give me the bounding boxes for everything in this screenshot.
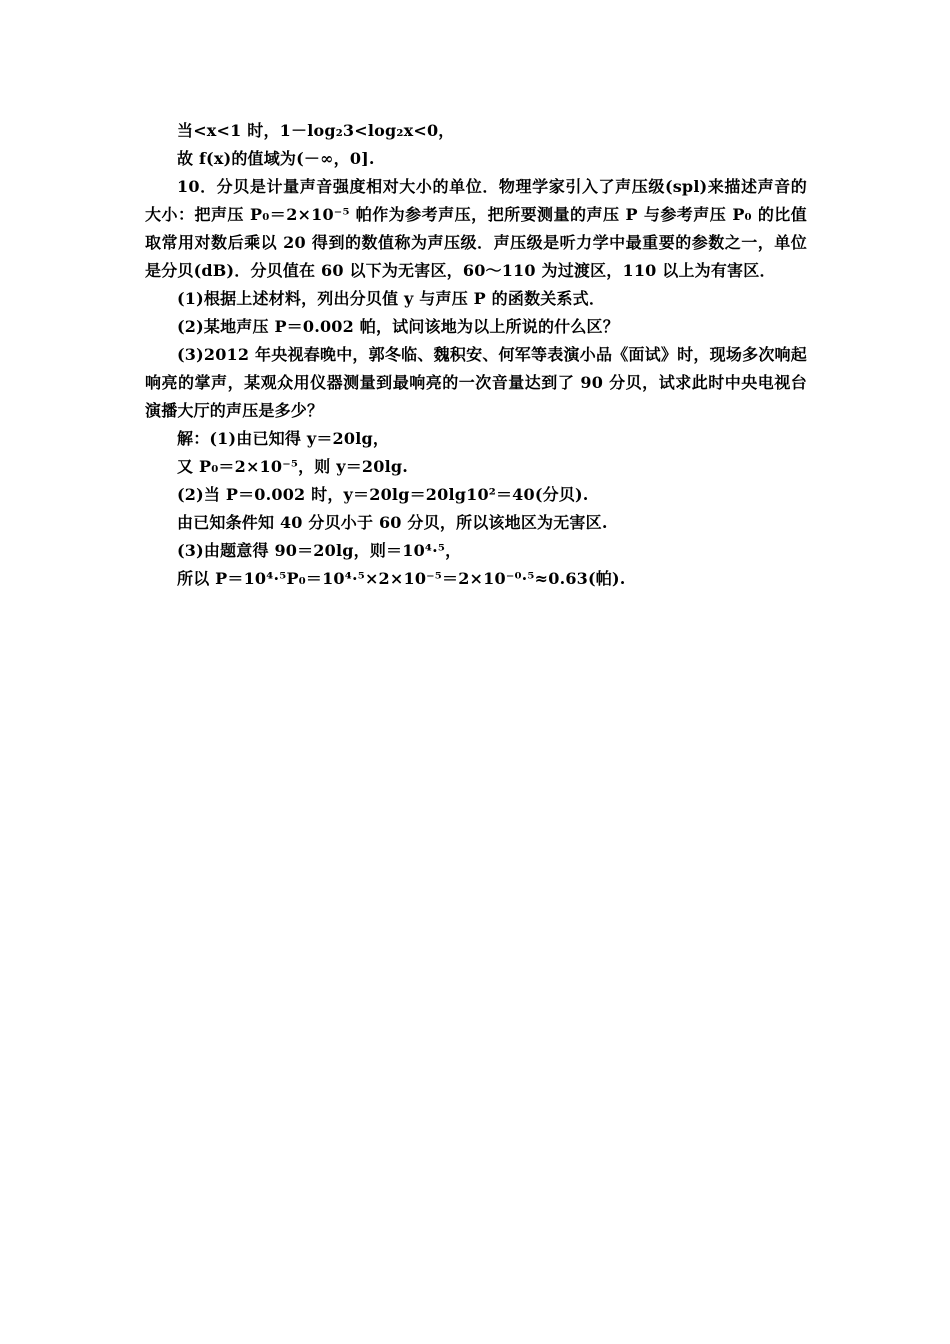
text-line-value-range: 故 f(x)的值域为(－∞，0].	[177, 149, 375, 168]
solution-line-4: 由已知条件知 40 分贝小于 60 分贝，所以该地区为无害区.	[177, 513, 608, 532]
solution-line-6: 所以 P＝10⁴·⁵P₀＝10⁴·⁵×2×10⁻⁵＝2×10⁻⁰·⁵≈0.63(帕).	[177, 569, 626, 588]
solution-line-2: 又 P₀＝2×10⁻⁵，则 y＝20lg.	[177, 457, 409, 476]
problem-10-part-2: (2)某地声压 P＝0.002 帕，试问该地为以上所说的什么区？	[177, 317, 619, 336]
document-body	[145, 117, 807, 593]
text-line-range: 当<x<1 时，1－log₂3<log₂x<0，	[177, 121, 455, 140]
problem-10-statement: 10．分贝是计量声音强度相对大小的单位．物理学家引入了声压级(spl)来描述声音的大小：把声压 P₀＝2×10⁻⁵ 帕作为参考声压，把所要测量的声压 P 与参考声压 P₀ 的比值取常用对数后乘以 20 得到的数值称为声压级．声压级是听力学中最重要的参数之一，单位是分贝(dB)．分贝值在 60 以下为无害区，60～110 为过渡区，110 以上为有害区．	[145, 177, 807, 280]
problem-10-part-3: (3)2012 年央视春晚中，郭冬临、魏积安、何军等表演小品《面试》时，现场多次响起响亮的掌声，某观众用仪器测量到最响亮的一次音量达到了 90 分贝，试求此时中央电视台演播大厅的声压是多少？	[145, 345, 807, 420]
solution-line-5: (3)由题意得 90＝20lg，则＝10⁴·⁵，	[177, 541, 462, 560]
solution-line-1: 解：(1)由已知得 y＝20lg，	[177, 429, 390, 448]
problem-10-part-1: (1)根据上述材料，列出分贝值 y 与声压 P 的函数关系式．	[177, 289, 606, 308]
solution-line-3: (2)当 P＝0.002 时，y＝20lg＝20lg10²＝40(分贝).	[177, 485, 589, 504]
